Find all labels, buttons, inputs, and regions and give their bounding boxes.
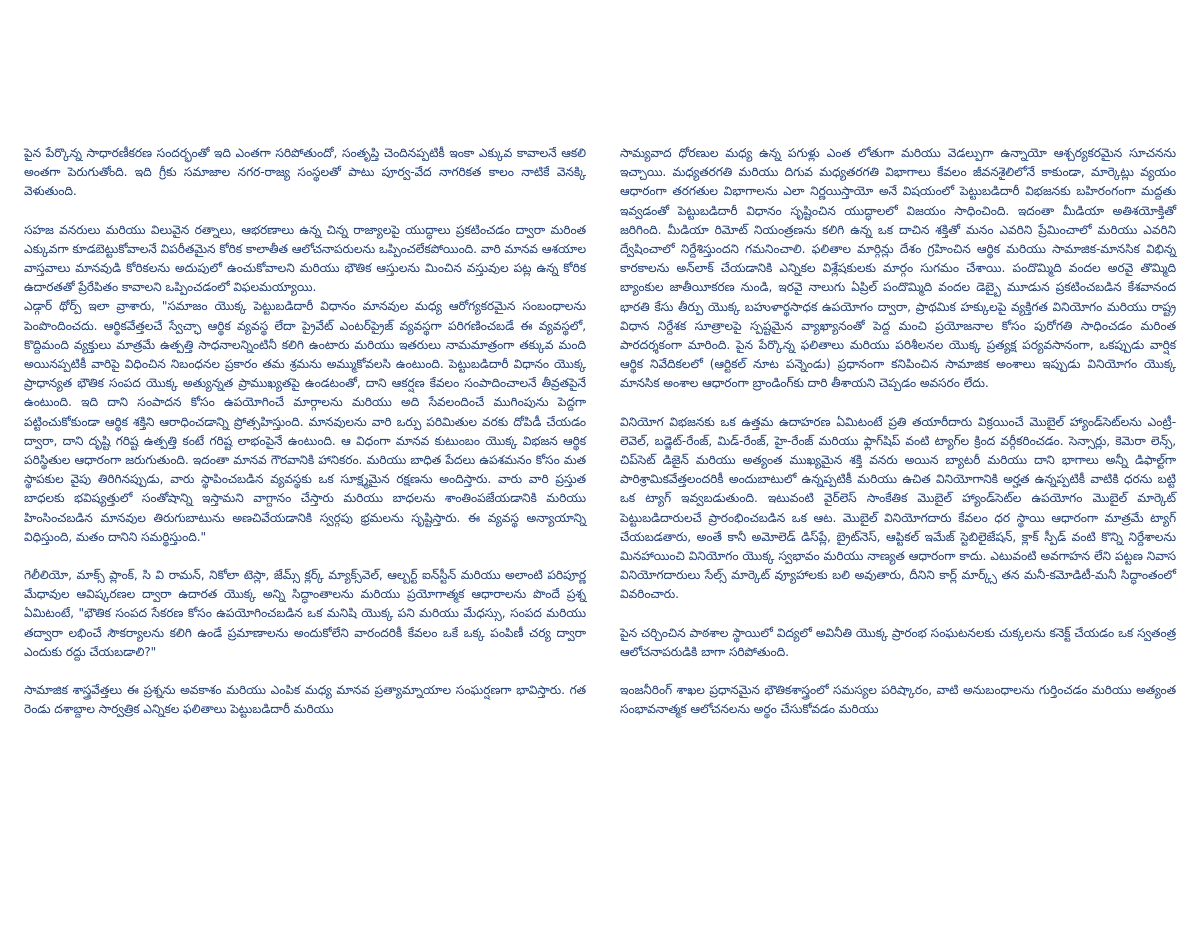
right-column [620,144,1176,719]
paragraph: సహజ వనరులు మరియు విలువైన రత్నాలు, ఆభరణాలు ఉన్న చిన్న రాజ్యాలపై యుద్ధాలు ప్రకటించడం ద్వారా మరింత ఎక్కువగా కూడబెట్టుకోవాలనే విపరీతమైన కోరిక కాలాతీత ఆలోచనాపరులను ఒప్పించలేకపోయింది. వారి మానవ ఆశయాల వాస్తవాలు మానవుడి కోరికలను అదుపులో ఉంచుకోవాలని మరియు భౌతిక ఆస్తులను మించిన వస్తువుల పట్ల ఉన్న కోరిక ఉదారతతో ప్రేరేపితం కావాలని ఒప్పించడంలో విఫలమయ్యాయి. [24,222,586,295]
paragraph: సామాజిక శాస్త్రవేత్తలు ఈ ప్రశ్నను అవకాశం మరియు ఎంపిక మధ్య మానవ ప్రత్యామ్నాయాల సంఘర్షణగా భావిస్తారు. గత రెండు దశాబ్దాల సార్వత్రిక ఎన్నికల ఫలితాలు పెట్టుబడిదారీ మరియు [24,683,586,717]
paragraph: పైన పేర్కొన్న సాధారణీకరణ సందర్భంతో ఇది ఎంతగా సరిపోతుందో, సంతృప్తి చెందినప్పటికీ ఇంకా ఎక్కువ కావాలనే ఆకలి అంతగా పెరుగుతోంది. ఇది గ్రీకు సమాజాల నగర-రాజ్య సంస్థలతో పాటు పూర్వ-వేద నాగరికత కాలం నాటికే వెనక్కి వెళుతుంది. [24,146,586,199]
paragraph: సామ్యవాద ధోరణుల మధ్య ఉన్న పగుళ్లు ఎంత లోతుగా మరియు వెడల్పుగా ఉన్నాయో ఆశ్చర్యకరమైన సూచనను ఇచ్చాయి. మధ్యతరగతి మరియు దిగువ మధ్యతరగతి విభాగాలు కేవలం జీవనశైలిలోనే కాకుండా, మార్కెట్లు వ్యయం ఆధారంగా తరగతుల విభాగాలను ఎలా నిర్ణయిస్తాయో అనే విషయంలో పెట్టుబడిదారీ విభజనకు బహిరంగంగా మద్దతు ఇవ్వడంతో పెట్టుబడిదారీ విధానం సృష్టించిన యుద్ధాలలో విజయం సాధించింది. ఇదంతా మీడియా అతిశయోక్తితో జరిగింది. మీడియా రిమోట్ నియంత్రణను కలిగి ఉన్న ఒక దాచిన శక్తితో మనం ఎవరిని ప్రేమించాలో మరియు ఎవరిని ద్వేషించాలో నిర్దేశిస్తుందని గమనించాలి. ఫలితాల మార్గిన్లు దేశం గ్రహించిన ఆర్థిక మరియు సామాజిక-మానసిక విభిన్న కారకాలను అన్‌లాక్ చేయడానికి ఎన్నికల విశ్లేషకులకు మార్గం సుగమం చేశాయి. పందొమ్మిది వందల అరవై తొమ్మిది బ్యాంకుల జాతీయీకరణ నుండి, ఇరవై నాలుగు ఏప్రిల్ పందొమ్మిది వందల డెబ్బై మూడున ప్రకటించబడిన కేశవానంద భారతి కేసు తీర్పు యొక్క బహుళార్థసాధక ఉపయోగం ద్వారా, ప్రాథమిక హక్కులపై వ్యక్తిగత వినియోగం మరియు రాష్ట్ర విధాన నిర్దేశక సూత్రాలపై స్పష్టమైన వ్యాఖ్యానంతో పెద్ద మంచి ప్రయోజనాల కోసం పురోగతి సాధించడం మరింత పారదర్శకంగా మారింది. పైన పేర్కొన్న ఫలితాలు మరియు పరిశీలనల యొక్క ప్రత్యక్ష పర్యవసానంగా, ఒకప్పుడు వార్షిక ఆర్థిక నివేదికలలో (ఆర్టికల్ నూట పన్నెండు) ప్రధానంగా కనిపించిన సామాజిక అంశాలు ఇప్పుడు వినియోగం యొక్క మానసిక అంశాల ఆధారంగా బ్రాండింగ్‌కు దారి తీశాయని చెప్పడం అవసరం లేదు. [620,146,1176,391]
paragraph: ఎడ్గార్ థోర్ప్ ఇలా వ్రాశారు, "సమాజం యొక్క పెట్టుబడిదారీ విధానం మానవుల మధ్య ఆరోగ్యకరమైన సంబంధాలను పెంపొందించదు. ఆర్థికవేత్తలచే స్వేచ్ఛా ఆర్థిక వ్యవస్థ లేదా ప్రైవేట్ ఎంటర్‌ప్రైజ్ వ్యవస్థగా పరిగణించబడే ఈ వ్యవస్థలో, కొద్దిమంది వ్యక్తులు మాత్రమే ఉత్పత్తి సాధనాలన్నింటినీ కలిగి ఉంటారు మరియు ఇతరులు నామమాత్రంగా తక్కువ మంది అయినప్పటికీ వారిపై విధించిన నిబంధనల ప్రకారం తమ శ్రమను అమ్ముకోవలసి ఉంటుంది. పెట్టుబడిదారీ విధానం యొక్క ప్రాధాన్యత భౌతిక సంపద యొక్క అత్యున్నత ప్రాముఖ్యతపై ఉండటంతో, దాని ఆకర్షణ కేవలం సంపాదించాలనే తీవ్రతపైనే ఉంటుంది. ఇది దాని సంపాదన కోసం ఉపయోగించే మార్గాలను మరియు అది సేవలందించే ముగింపును పెద్దగా పట్టించుకోకుండా ఆర్థిక శక్తిని ఆరాధించడాన్ని ప్రోత్సహిస్తుంది. మానవులను వారి ఒర్పు పరిమితుల వరకు దోపిడీ చేయడం ద్వారా, దాని దృష్టి గరిష్ట ఉత్పత్తి కంటే గరిష్ట లాభంపైనే ఉంటుంది. ఆ విధంగా మానవ కుటుంబం యొక్క విభజన ఆర్థిక పరిస్థితుల ఆధారంగా జరుగుతుంది. ఇదంతా మానవ గౌరవానికి హానికరం. మరియు బాధిత పేదలు ఉపశమనం కోసం మత స్థాపకుల వైపు తిరిగినప్పుడు, వారు స్థాపించబడిన వ్యవస్థకు ఒక సూక్ష్మమైన రక్షణను అందిస్తారు. వారు వారి ప్రస్తుత బాధలకు భవిష్యత్తులో సంతోషాన్ని ఇస్తామని వాగ్దానం చేస్తారు మరియు బాధలను శాంతింపజేయడానికి మరియు హింసించబడిన మానవుల తిరుగుబాటును అణచివేయడానికి స్వర్గపు భ్రమలను సృష్టిస్తారు. ఈ వ్యవస్థ అన్యాయాన్ని విధిస్తుంది, మతం దానిని సమర్థిస్తుంది." [24,299,586,544]
paragraph: గెలీలియో, మాక్స్ ప్లాంక్, సి వి రామన్, నికోలా టెస్లా, జేమ్స్ క్లర్క్ మ్యాక్స్‌వెల్, ఆల్బర్ట్ ఐన్‌స్టీన్ మరియు అలాంటి పరిపూర్ణ మేధావుల ఆవిష్కరణల ద్వారా ఉదారత యొక్క అన్ని సిద్ధాంతాలను మరియు ప్రయోగాత్మక ఆధారాలను పొందే ప్రశ్న ఏమిటంటే, "భౌతిక సంపద సేకరణ కోసం ఉపయోగించబడిన ఒక మనిషి యొక్క పని మరియు మేధస్సు, సంపద మరియు తద్వారా లభించే సౌకర్యాలను కలిగి ఉండే ప్రమాణాలను అందుకోలేని వారందరికీ కేవలం ఒకే ఒక్క పంపిణీ చర్య ద్వారా ఎందుకు రద్దు చేయబడాలి?" [24,568,586,659]
paragraph: పైన చర్చించిన పాఠశాల స్థాయిలో విద్యలో అవినీతి యొక్క ప్రారంభ సంఘటనలకు చుక్కలను కనెక్ట్ చేయడం ఒక స్వతంత్ర ఆలోచనాపరుడికి బాగా సరిపోతుంది. [620,625,1176,659]
paragraph: ఇంజనీరింగ్ శాఖల ప్రధానమైన భౌతికశాస్త్రంలో సమస్యల పరిష్కారం, వాటి అనుబంధాలను గుర్తించడం మరియు అత్యంత సంభావనాత్మక ఆలోచనలను అర్థం చేసుకోవడం మరియు [620,683,1176,717]
left-column [24,144,586,719]
paragraph: వినియోగ విభజనకు ఒక ఉత్తమ ఉదాహరణ ఏమిటంటే ప్రతి తయారీదారు విక్రయించే మొబైల్ హ్యాండ్‌సెట్‌లను ఎంట్రీ-లెవెల్, బడ్జెట్-రేంజ్, మిడ్-రేంజ్, హై-రేంజ్ మరియు ఫ్లాగ్‌షిప్ వంటి ట్యాగ్‌ల క్రింద వర్గీకరించడం. సెన్సార్లు, కెమెరా లెన్స్, చిప్‌సెట్ డిజైన్ మరియు అత్యంత ముఖ్యమైన శక్తి వనరు అయిన బ్యాటరీ మరియు దాని భాగాలు అన్నీ డిఫాల్ట్‌గా పారిశ్రామికవేత్తలందరికీ అందుబాటులో ఉన్నప్పటికీ మరియు ఉచిత వినియోగానికి అర్హత ఉన్నప్పటికీ వాటికి ధరను బట్టి ఒక ట్యాగ్ ఇవ్వబడుతుంది. ఇటువంటి వైర్‌లెస్ సాంకేతిక మొబైల్ హ్యాండ్‌సెట్‌ల ఉపయోగం మొబైల్ మార్కెట్ పెట్టుబడిదారులచే ప్రారంభించబడిన ఒక ఆట. మొబైల్ వినియోగదారు కేవలం ధర స్థాయి ఆధారంగా మాత్రమే ట్యాగ్ చేయబడతారు, అంతే కానీ అమోలెడ్ డిస్‌ప్లే, బ్రైట్‌నెస్, ఆప్టికల్ ఇమేజ్ స్టెబిలైజేషన్, క్లాక్ స్పీడ్ వంటి కొన్ని నిర్దేశాలను మినహాయించి వినియోగం యొక్క స్వభావం మరియు నాణ్యత ఆధారంగా కాదు. ఎటువంటి అవగాహన లేని పట్టణ నివాస వినియోగదారులు సేల్స్ మార్కెట్ వ్యూహాలకు బలి అవుతారు, దీనిని కార్ల్ మార్క్స్ తన మనీ-కమోడిటీ-మనీ సిద్ధాంతంలో వివరించారు. [620,414,1176,602]
